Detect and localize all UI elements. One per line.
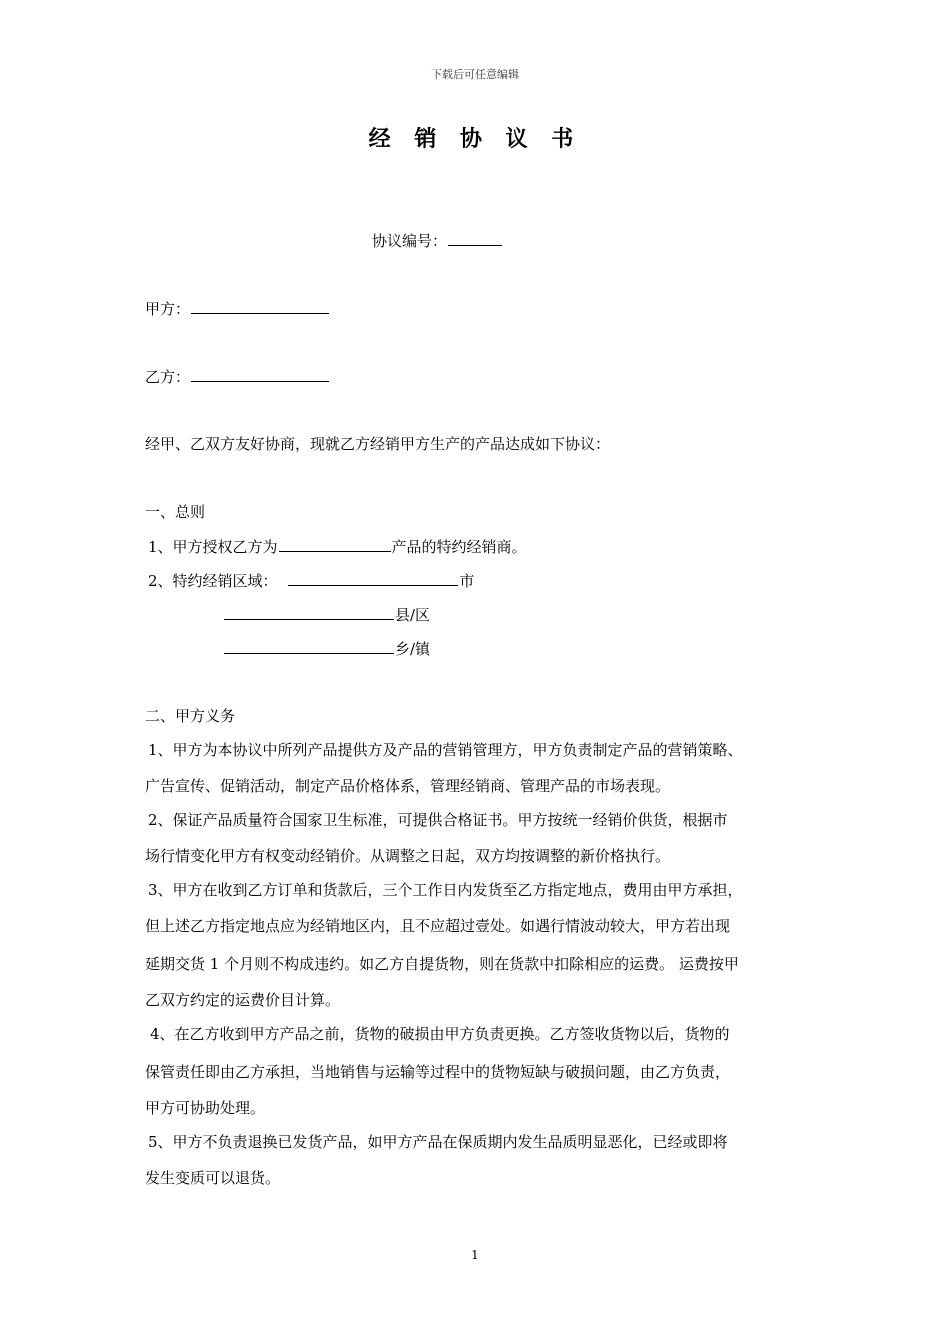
section-1-item-2 — [148, 570, 474, 591]
section-1-item-1-prefix: 1、甲方授权乙方为 — [148, 538, 278, 556]
header-note: 下载后可任意编辑 — [431, 68, 519, 81]
agreement-number-label: 协议编号： — [372, 232, 448, 250]
section-2-line: 但上述乙方指定地点应为经销地区内，且不应超过壹处。如遇行情波动较大，甲方若出现 — [145, 917, 731, 935]
town-blank — [224, 638, 394, 654]
intro-paragraph: 经甲、乙双方友好协商，现就乙方经销甲方生产的产品达成如下协议： — [145, 435, 611, 453]
section-1-item-2-prefix: 2、特约经销区域： — [148, 572, 278, 590]
document-title: 经 销 协 议 书 — [368, 127, 582, 152]
section-2-heading: 二、甲方义务 — [145, 707, 236, 725]
city-blank — [288, 570, 458, 586]
section-2-line: 乙双方约定的运费价目计算。 — [145, 991, 341, 1009]
page-number: 1 — [471, 1248, 479, 1262]
county-line — [223, 604, 430, 625]
party-a-blank — [191, 298, 329, 314]
party-b-label: 乙方： — [145, 368, 191, 386]
section-1-item-1-suffix: 产品的特约经销商。 — [391, 538, 527, 556]
party-a-line — [145, 298, 330, 319]
section-2-line: 甲方可协助处理。 — [145, 1099, 266, 1117]
section-2-line: 延期交货 1 个月则不构成违约。如乙方自提货物，则在货款中扣除相应的运费。 运费按甲 — [145, 955, 739, 973]
section-2-line: 广告宣传、促销活动，制定产品价格体系，管理经销商、管理产品的市场表现。 — [145, 777, 671, 795]
agreement-number-line — [372, 230, 503, 251]
town-label: 乡/镇 — [395, 640, 431, 658]
section-2-line: 2、保证产品质量符合国家卫生标准，可提供合格证书。甲方按统一经销价供货，根据市 — [148, 811, 728, 829]
party-b-blank — [191, 366, 329, 382]
product-name-blank — [279, 536, 391, 552]
section-2-line: 3、甲方在收到乙方订单和货款后，三个工作日内发货至乙方指定地点，费用由甲方承担， — [148, 881, 743, 899]
section-1-heading: 一、总则 — [145, 503, 206, 521]
section-2-line: 场行情变化甲方有权变动经销价。从调整之日起，双方均按调整的新价格执行。 — [145, 847, 671, 865]
town-line — [223, 638, 430, 659]
party-a-label: 甲方： — [145, 300, 191, 318]
section-2-line: 5、甲方不负责退换已发货产品，如甲方产品在保质期内发生品质明显恶化，已经或即将 — [148, 1133, 728, 1151]
section-2-line: 1、甲方为本协议中所列产品提供方及产品的营销管理方，甲方负责制定产品的营销策略、 — [148, 741, 743, 759]
county-blank — [224, 604, 394, 620]
party-b-line — [145, 366, 330, 387]
county-label: 县/区 — [395, 606, 431, 624]
city-label: 市 — [459, 572, 475, 590]
section-1-item-1 — [148, 536, 527, 557]
section-2-line: 保管责任即由乙方承担，当地销售与运输等过程中的货物短缺与破损问题，由乙方负责， — [145, 1063, 731, 1081]
agreement-number-blank — [448, 230, 502, 246]
section-2-line: 发生变质可以退货。 — [145, 1169, 281, 1187]
section-2-line: 4、在乙方收到甲方产品之前，货物的破损由甲方负责更换。乙方签收货物以后，货物的 — [150, 1025, 730, 1043]
